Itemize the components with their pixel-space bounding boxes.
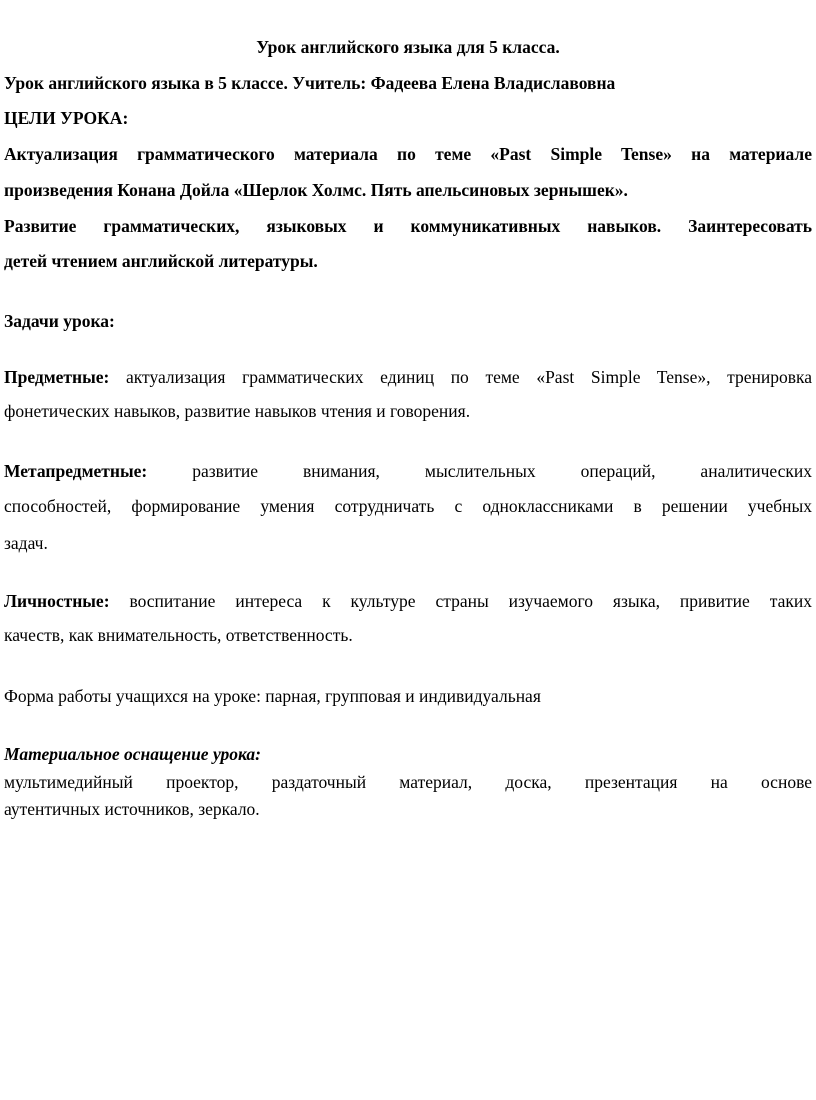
subject-goals-text-1: актуализация грамматических единиц по теме «Past Simple Tense», тренировка	[109, 367, 812, 387]
document-title: Урок английского языка для 5 класса.	[256, 37, 560, 57]
goal-1-line-1: Актуализация грамматического материала по теме «Past Simple Tense» на материале	[4, 144, 812, 164]
work-form: Форма работы учащихся на уроке: парная, групповая и индивидуальная	[4, 686, 541, 706]
meta-goals-label: Метапредметные:	[4, 461, 148, 481]
equipment-line-1: мультимедийный проектор, раздаточный материал, доска, презентация на основе	[4, 772, 812, 792]
equipment-line-2: аутентичных источников, зеркало.	[4, 799, 260, 819]
meta-goals-line-2: способностей, формирование умения сотрудничать с одноклассниками в решении учебных	[4, 496, 812, 516]
personal-goals-label: Личностные:	[4, 591, 110, 611]
subject-goals-line-1	[4, 366, 812, 388]
personal-goals-text-1: воспитание интереса к культуре страны изучаемого языка, привитие таких	[109, 591, 812, 611]
meta-goals-line-1	[4, 460, 812, 482]
goal-2-line-1: Развитие грамматических, языковых и коммуникативных навыков. Заинтересовать	[4, 216, 812, 236]
goal-1-line-2: произведения Конана Дойла «Шерлок Холмс. Пять апельсиновых зернышек».	[4, 180, 628, 200]
goal-2-line-2: детей чтением английской литературы.	[4, 251, 318, 271]
personal-goals-line-2: качеств, как внимательность, ответственность.	[4, 625, 353, 645]
meta-goals-line-3: задач.	[4, 533, 48, 553]
meta-goals-text-1: развитие внимания, мыслительных операций, аналитических	[147, 461, 812, 481]
subject-goals-label: Предметные:	[4, 367, 110, 387]
goals-heading: ЦЕЛИ УРОКА:	[4, 108, 129, 128]
tasks-heading: Задачи урока:	[4, 311, 115, 331]
equipment-heading: Материальное оснащение урока:	[4, 744, 261, 764]
document-subtitle: Урок английского языка в 5 классе. Учитель: Фадеева Елена Владиславовна	[4, 73, 616, 93]
personal-goals-line-1	[4, 590, 812, 612]
subject-goals-line-2: фонетических навыков, развитие навыков чтения и говорения.	[4, 401, 471, 421]
